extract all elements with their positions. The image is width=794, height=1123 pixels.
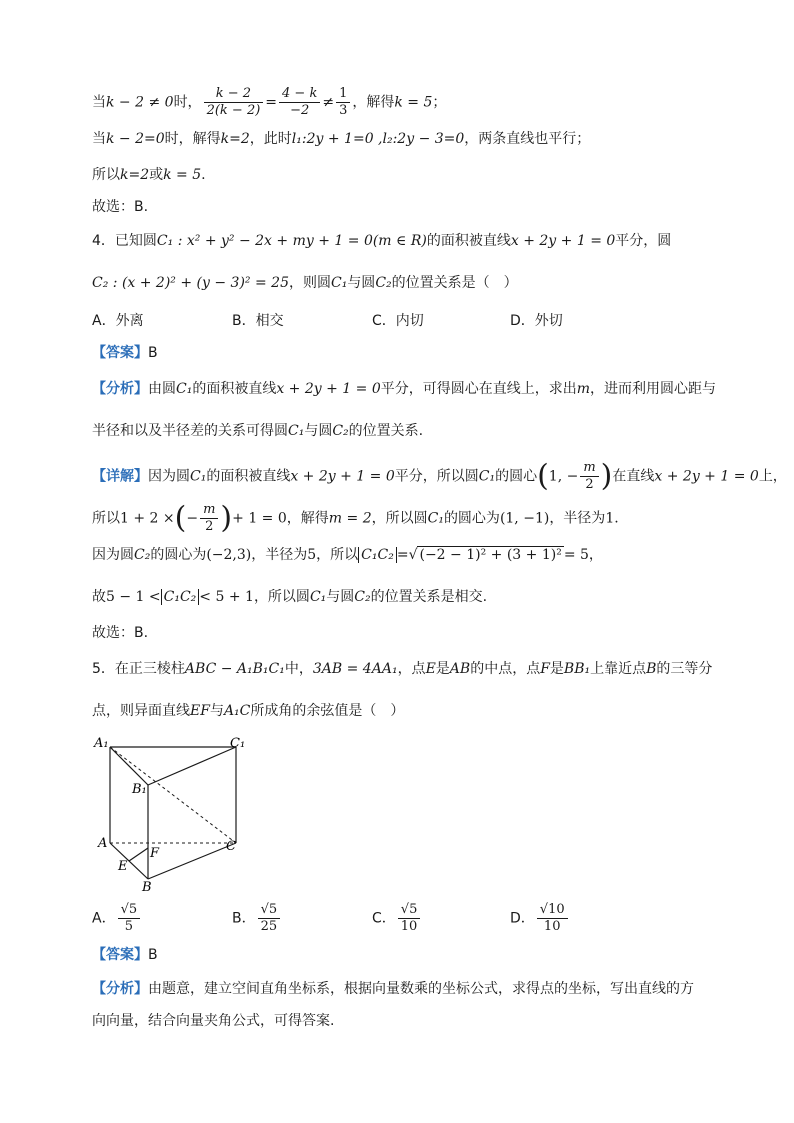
q4-stem-line-2	[92, 272, 702, 294]
text: 当	[92, 131, 106, 147]
fraction: $\frac{m}{2}$	[580, 460, 598, 493]
q5-option-b: B． $\frac{√5}{25}$	[232, 902, 282, 935]
text: ，两条直线也平行；	[464, 131, 591, 147]
text: ，此时	[249, 131, 292, 147]
edge-bc	[148, 843, 236, 879]
label-b: B	[142, 880, 152, 895]
label-b1: B₁	[132, 782, 147, 797]
math-inline: k = 5	[163, 167, 202, 183]
text: 或	[149, 167, 164, 183]
answer-value: B	[148, 345, 158, 361]
text: .	[201, 167, 206, 183]
diagonal-a1c-hidden	[110, 747, 236, 843]
q4-analysis-line-1: 【分析】由圆C₁的面积被直线x + 2y + 1 = 0平分，可得圆心在直线上，求出m，进而利用圆心距与	[92, 381, 717, 397]
q5-analysis-line-2: 向向量，结合向量夹角公式，可得答案.	[92, 1013, 335, 1029]
q4-option-b: B．相交	[232, 313, 284, 329]
text: 时，	[173, 94, 202, 111]
edge-b1c1	[148, 747, 236, 785]
math-inline: k=2	[120, 167, 150, 183]
q4-detail-line-4: 故5 − 1 < C₁C₂ < 5 + 1，所以圆C₁与圆C₂的位置关系是相交.	[92, 589, 488, 605]
math-inline: k=2	[220, 131, 250, 147]
q4-stem-line-1	[92, 230, 702, 252]
q5-option-a: A． $\frac{√5}{5}$	[92, 902, 142, 935]
text: ，则圆	[288, 275, 331, 291]
label-e: E	[118, 859, 128, 874]
fraction: $\frac{√5}{5}$	[118, 902, 141, 935]
label-a: A	[98, 836, 108, 851]
text: 与圆	[347, 275, 376, 291]
answer-tag: 【答案】	[92, 345, 148, 361]
text: 时，解得	[164, 131, 221, 147]
analysis-tag: 【分析】	[92, 381, 148, 397]
q3-choice: 故选：B.	[92, 199, 149, 215]
text: ；	[432, 94, 447, 111]
math-inline: C₁ : x² + y² − 2x + my + 1 = 0(m ∈ R)	[156, 233, 427, 249]
fraction: $\frac{1}{3}$	[336, 86, 350, 119]
math-inline: l₁:2y + 1=0 ,l₂:2y − 3=0	[291, 131, 465, 147]
q3-line-2	[92, 128, 702, 150]
math-inline: k − 2 ≠ 0	[106, 94, 174, 111]
q4-detail-line-2: 所以1 + 2 ×(− $\frac{m}{2}$ )+ 1 = 0，解得m = 2，所以圆C₁的圆心为(1, −1)，半径为1.	[92, 500, 619, 536]
label-c1: C₁	[230, 736, 246, 751]
text: 的位置关系是（ ）	[391, 275, 518, 291]
fraction: $\frac{4 - k}{-2}$	[279, 86, 320, 119]
fraction: $\frac{k - 2}{2(k - 2)}$	[204, 86, 264, 119]
text: 所以	[92, 167, 120, 183]
q4-option-d: D．外切	[510, 313, 563, 329]
not-equal-sign: ≠	[322, 94, 335, 111]
edge-a1b1	[110, 747, 148, 785]
q5-answer	[92, 944, 702, 966]
q5-analysis-line-1: 【分析】由题意，建立空间直角坐标系，根据向量数乘的坐标公式，求得点的坐标，写出直线的方	[92, 981, 694, 997]
q5-stem-line-2: 点，则异面直线EF与A₁C所成角的余弦值是（ ）	[92, 703, 405, 719]
q4-detail-line-3: 因为圆C₂的圆心为(−2,3)，半径为5，所以 C₁C₂ =√ (−2 − 1)² + (3 + 1)² = 5，	[92, 547, 603, 563]
math-inline: C₂ : (x + 2)² + (y − 3)² = 25	[92, 275, 289, 291]
text: 当	[92, 94, 106, 111]
prism-figure	[92, 733, 262, 895]
answer-value: B	[148, 947, 158, 963]
question-number: 5．在正三棱柱	[92, 661, 185, 677]
math-inline: x + 2y + 1 = 0	[510, 233, 616, 249]
q3-line-3	[92, 164, 702, 186]
detail-tag: 【详解】	[92, 468, 148, 485]
q4-option-a: A．外离	[92, 313, 144, 329]
answer-tag: 【答案】	[92, 947, 148, 963]
fraction: $\frac{√5}{25}$	[258, 902, 281, 935]
q4-analysis-line-2: 半径和以及半径差的关系可得圆C₁与圆C₂的位置关系.	[92, 423, 424, 439]
q4-answer	[92, 342, 702, 364]
analysis-tag: 【分析】	[92, 981, 148, 997]
segment-ef	[129, 848, 148, 861]
edge-ab	[110, 843, 148, 879]
math-inline: k = 5	[394, 94, 433, 111]
equals-sign: =	[265, 94, 278, 111]
question-number: 4．已知圆	[92, 233, 157, 249]
fraction: $\frac{√5}{10}$	[398, 902, 421, 935]
q5-option-c: C． $\frac{√5}{10}$	[372, 902, 422, 935]
q4-detail-line-1: 【详解】因为圆C₁的面积被直线x + 2y + 1 = 0平分，所以圆C₁的圆心(1, − $\frac{m}{2}$ )在直线x + 2y + 1 = 0上，	[92, 458, 787, 494]
q3-line-1	[92, 86, 702, 119]
q4-choice: 故选：B.	[92, 625, 149, 641]
q5-option-d: D． $\frac{√10}{10}$	[510, 902, 570, 935]
math-inline: C₂	[375, 275, 392, 291]
text: ，解得	[352, 94, 395, 111]
math-inline: k − 2=0	[106, 131, 165, 147]
label-c: C	[226, 839, 236, 854]
q5-stem-line-1: 5．在正三棱柱ABC − A₁B₁C₁中，3AB = 4AA₁，点E是AB的中点，点F是BB₁上靠近点B的三等分	[92, 661, 713, 677]
text: 的面积被直线	[426, 233, 511, 249]
label-a1: A₁	[94, 736, 109, 751]
fraction: $\frac{√10}{10}$	[537, 902, 568, 935]
q4-option-c: C．内切	[372, 313, 424, 329]
text: 平分，圆	[615, 233, 672, 249]
math-inline: C₁	[330, 275, 348, 291]
fraction: $\frac{m}{2}$	[200, 502, 218, 535]
label-f: F	[150, 846, 160, 861]
